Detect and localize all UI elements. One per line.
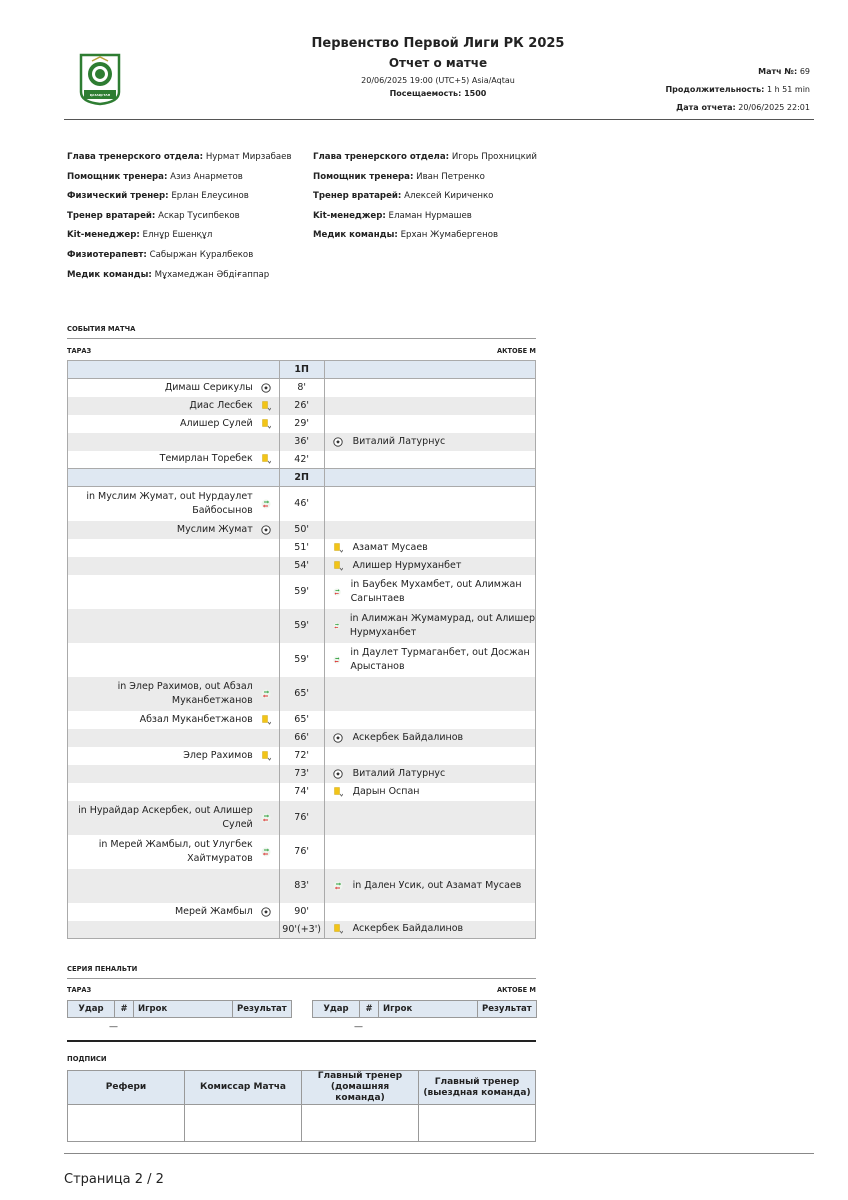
event-away-cell [324,677,535,711]
event-away-content [329,879,535,893]
event-player: in Баубек Мухамбет, out Алимжан Сагынтаев [350,578,522,604]
event-row [68,433,536,451]
yellow-card-icon [333,787,343,797]
sig-away-coach-line1: Главный тренер [434,1076,520,1087]
event-minute: 76' [279,801,324,835]
staff-role: Физиотерапевт: [67,249,147,260]
event-home-cell [68,869,280,903]
event-row [68,747,536,765]
event-away-content [329,612,535,640]
event-player: in Алимжан Жумамурад, out Алишер Нурмуханбет [349,612,536,638]
event-home-cell [68,557,280,575]
duration-label: Продолжительность: [665,85,765,94]
event-home-cell [68,521,280,539]
events-table [67,360,536,939]
event-home-cell [68,677,280,711]
staff-row [67,266,292,286]
event-row [68,765,536,783]
event-minute: 26' [279,397,324,415]
period-blank-left [68,361,280,379]
event-away-cell [324,921,535,939]
event-away-cell [324,575,535,609]
event-player: Мерей Жамбыл [174,905,253,917]
penalty-section-label: СЕРИЯ ПЕНАЛЬТИ [67,965,138,973]
substitution-icon [261,499,271,509]
event-row [68,921,536,939]
yellow-card-icon [261,751,271,761]
penalty-bottom-rule [67,1040,536,1042]
yellow-card-icon [261,419,271,429]
event-minute: 72' [279,747,324,765]
event-minute: 59' [279,609,324,643]
report-title: Первенство Первой Лиги РК 2025 [311,36,565,51]
penalty-home-empty: — [109,1022,118,1032]
away-staff-list [313,148,537,246]
staff-name: Иван Петренко [416,171,485,182]
event-minute: 90' [279,903,324,921]
event-row [68,609,536,643]
event-away-content [329,578,535,606]
pen-col-player: Игрок [134,1001,233,1018]
event-home-content [68,804,275,832]
substitution-icon [333,655,341,665]
event-row [68,835,536,869]
penalty-table-home [67,1000,292,1018]
staff-row [313,187,537,207]
event-player: Абзал Муканбетжанов [139,713,253,725]
event-minute: 90'(+3') [279,921,324,939]
event-player: Темирлан Торебек [159,453,253,465]
attendance-label: Посещаемость: [389,89,462,98]
event-player: in Элер Рахимов, out Абзал Муканбетжанов [117,680,253,706]
staff-role: Глава тренерского отдела: [67,152,204,162]
event-row [68,729,536,747]
staff-role: Помощник тренера: [67,171,168,182]
event-row [68,643,536,677]
event-minute: 59' [279,575,324,609]
sig-commissioner-box [185,1105,302,1142]
yellow-card-icon [333,561,343,571]
staff-name: Сабыржан Куралбеков [149,249,254,260]
event-away-content [329,767,535,781]
penalty-divider [67,978,536,979]
report-date-value: 20/06/2025 22:01 [738,103,810,112]
attendance-value: 1500 [464,89,487,98]
event-away-cell [324,729,535,747]
events-section-label: СОБЫТИЯ МАТЧА [67,325,136,333]
event-player: Алишер Сулей [180,417,253,429]
goal-ball-icon [261,383,271,393]
match-number-label: Матч №: [758,67,798,76]
event-away-cell [324,487,535,521]
goal-ball-icon [333,437,343,447]
staff-role: Kit-менеджер: [313,210,386,221]
event-away-cell [324,379,535,397]
event-row [68,557,536,575]
goal-ball-icon [333,769,343,779]
events-divider [67,338,536,339]
match-meta [665,63,810,117]
staff-name: Нурмат Мирзабаев [205,152,292,162]
league-logo [78,52,122,106]
event-home-content [68,523,275,537]
event-minute: 66' [279,729,324,747]
event-home-cell [68,729,280,747]
pen-col-kick: Удар [313,1001,360,1018]
sig-commissioner: Комиссар Матча [185,1071,302,1105]
staff-row [313,148,537,168]
pen-col-num: # [360,1001,379,1018]
event-home-cell [68,487,280,521]
match-duration [665,81,810,99]
event-minute: 29' [279,415,324,433]
event-home-cell [68,903,280,921]
event-player: in Нурайдар Аскербек, out Алишер Сулей [78,804,253,830]
event-away-cell [324,521,535,539]
event-player: in Мерей Жамбыл, out Улугбек Хайтмуратов [98,838,253,864]
event-home-cell [68,609,280,643]
event-minute: 51' [279,539,324,557]
event-away-cell [324,801,535,835]
home-staff-list [67,148,292,285]
event-home-cell [68,451,280,469]
event-player: in Муслим Жумат, out Нурдаулет Байбосынов [86,490,253,516]
event-home-content [68,381,275,395]
goal-ball-icon [261,907,271,917]
report-subtitle: Отчет о матче [388,56,488,70]
event-away-cell [324,433,535,451]
event-minute: 8' [279,379,324,397]
yellow-card-icon [333,543,343,553]
event-minute: 83' [279,869,324,903]
staff-role: Глава тренерского отдела: [313,152,450,162]
event-player: Муслим Жумат [176,523,253,535]
pen-col-num: # [115,1001,134,1018]
penalty-table-away [312,1000,537,1018]
sig-home-coach-line1: Главный тренер [317,1071,403,1081]
match-number-value: 69 [799,67,810,76]
event-row [68,801,536,835]
event-minute: 36' [279,433,324,451]
event-home-cell [68,643,280,677]
event-player: Аскербек Байдалинов [352,731,464,743]
staff-name: Игорь Прохницкий [451,152,537,162]
sig-referee: Рефери [68,1071,185,1105]
svg-text:ҚАЗАҚСТАН: ҚАЗАҚСТАН [89,93,111,97]
event-away-cell [324,609,535,643]
event-home-cell [68,397,280,415]
event-player: Азамат Мусаев [352,541,428,553]
event-away-content [329,731,535,745]
staff-name: Ерхан Жумабергенов [400,230,499,241]
event-minute: 65' [279,677,324,711]
staff-row [67,207,292,227]
event-home-cell [68,433,280,451]
event-away-content [329,785,535,799]
event-home-content [68,838,275,866]
staff-name: Ерлан Елеусинов [171,191,249,202]
substitution-icon [261,813,271,823]
event-away-content [329,559,535,573]
event-home-cell [68,575,280,609]
event-row [68,711,536,729]
staff-row [67,246,292,266]
event-away-cell [324,451,535,469]
event-away-cell [324,557,535,575]
event-minute: 46' [279,487,324,521]
period-header-row [68,361,536,379]
staff-name: Еламан Нурмашев [388,210,472,221]
event-home-content [68,749,275,763]
goal-ball-icon [333,733,343,743]
sig-away-coach [419,1071,536,1105]
staff-row [313,207,537,227]
event-away-cell [324,643,535,677]
event-away-content [329,541,535,555]
staff-name: Елнұр Ешенқұл [142,230,213,241]
pen-col-player: Игрок [379,1001,478,1018]
event-home-content [68,905,275,919]
event-player: in Дален Усик, out Азамат Мусаев [352,879,522,891]
staff-name: Аскар Тусипбеков [158,210,240,221]
staff-role: Физический тренер: [67,191,169,202]
sig-away-coach-box [419,1105,536,1142]
staff-name: Азиз Анарметов [170,171,243,182]
period-label: 2П [279,469,324,487]
yellow-card-icon [333,924,343,934]
event-minute: 54' [279,557,324,575]
event-minute: 42' [279,451,324,469]
event-row [68,397,536,415]
period-label: 1П [279,361,324,379]
yellow-card-icon [261,401,271,411]
event-row [68,869,536,903]
report-date [665,99,810,117]
event-away-cell [324,415,535,433]
event-minute: 50' [279,521,324,539]
event-player: Диас Лесбек [189,399,253,411]
penalty-away-empty: — [354,1022,363,1032]
goal-ball-icon [261,525,271,535]
period-blank-right [324,469,535,487]
event-home-content [68,680,275,708]
event-home-cell [68,921,280,939]
duration-value: 1 h 51 min [766,85,810,94]
event-home-cell [68,539,280,557]
signatures-section-label: ПОДПИСИ [67,1055,107,1063]
sig-referee-box [68,1105,185,1142]
event-minute: 74' [279,783,324,801]
staff-role: Помощник тренера: [313,171,414,182]
event-player: Элер Рахимов [183,749,253,761]
sig-away-coach-line2: (выездная команда) [423,1087,531,1098]
event-home-cell [68,801,280,835]
yellow-card-icon [261,715,271,725]
staff-row [313,168,537,188]
staff-role: Kit-менеджер: [67,230,140,241]
event-home-cell [68,379,280,397]
event-player: Алишер Нурмуханбет [352,559,462,571]
event-minute: 76' [279,835,324,869]
event-row [68,677,536,711]
event-away-cell [324,711,535,729]
substitution-icon [333,587,341,597]
event-home-cell [68,711,280,729]
staff-row [67,226,292,246]
event-row [68,379,536,397]
substitution-icon [261,689,271,699]
event-away-cell [324,783,535,801]
page-number: Страница 2 / 2 [64,1172,164,1187]
event-player: Димаш Серикулы [164,381,253,393]
event-away-cell [324,397,535,415]
events-home-team: ТАРАЗ [67,347,92,355]
header-divider [64,119,814,120]
event-row [68,783,536,801]
match-datetime: 20/06/2025 19:00 (UTC+5) Asia/Aqtau [361,76,515,85]
event-player: Виталий Латурнус [352,767,446,779]
signatures-table [67,1070,536,1142]
event-home-content [68,452,275,466]
event-row [68,487,536,521]
period-header-row [68,469,536,487]
event-home-cell [68,783,280,801]
event-minute: 73' [279,765,324,783]
event-row [68,451,536,469]
substitution-icon [333,881,343,891]
staff-role: Медик команды: [313,230,398,241]
staff-role: Тренер вратарей: [313,191,402,202]
report-date-label: Дата отчета: [676,103,736,112]
staff-row [67,187,292,207]
event-home-cell [68,765,280,783]
match-number [665,63,810,81]
sig-home-coach-box [302,1105,419,1142]
event-away-content [329,922,535,936]
pen-col-result: Результат [233,1001,292,1018]
event-row [68,521,536,539]
event-away-cell [324,869,535,903]
event-player: Аскербек Байдалинов [352,923,464,935]
event-home-cell [68,835,280,869]
staff-name: Алексей Кириченко [404,191,494,202]
pen-col-result: Результат [478,1001,537,1018]
event-row [68,903,536,921]
event-away-cell [324,765,535,783]
staff-row [67,148,292,168]
event-home-cell [68,747,280,765]
period-blank-right [324,361,535,379]
staff-role: Медик команды: [67,269,152,280]
report-header [220,36,656,98]
event-away-content [329,646,535,674]
event-row [68,415,536,433]
staff-role: Тренер вратарей: [67,210,156,221]
events-away-team: АКТОБЕ М [497,347,536,355]
event-away-cell [324,539,535,557]
penalty-home-team: ТАРАЗ [67,986,92,994]
yellow-card-icon [261,454,271,464]
sig-home-coach [302,1071,419,1105]
event-away-cell [324,747,535,765]
event-player: Виталий Латурнус [352,435,446,447]
event-player: in Даулет Турмаганбет, out Досжан Арыстанов [350,646,530,672]
event-minute: 65' [279,711,324,729]
staff-name: Мұхамеджан Әбдіғаппар [154,269,270,280]
event-player: Дарын Оспан [352,785,420,797]
substitution-icon [261,847,271,857]
attendance [220,89,656,98]
sig-home-coach-line2: (домашняя команда) [330,1082,390,1103]
period-blank-left [68,469,280,487]
footer-divider [64,1153,814,1154]
event-away-cell [324,835,535,869]
event-away-content [329,435,535,449]
event-home-content [68,417,275,431]
event-row [68,539,536,557]
staff-row [313,226,537,246]
event-home-content [68,713,275,727]
substitution-icon [333,621,340,631]
event-row [68,575,536,609]
event-away-cell [324,903,535,921]
staff-row [67,168,292,188]
event-minute: 59' [279,643,324,677]
event-home-cell [68,415,280,433]
event-home-content [68,399,275,413]
penalty-away-team: АКТОБЕ М [497,986,536,994]
event-home-content [68,490,275,518]
pen-col-kick: Удар [68,1001,115,1018]
